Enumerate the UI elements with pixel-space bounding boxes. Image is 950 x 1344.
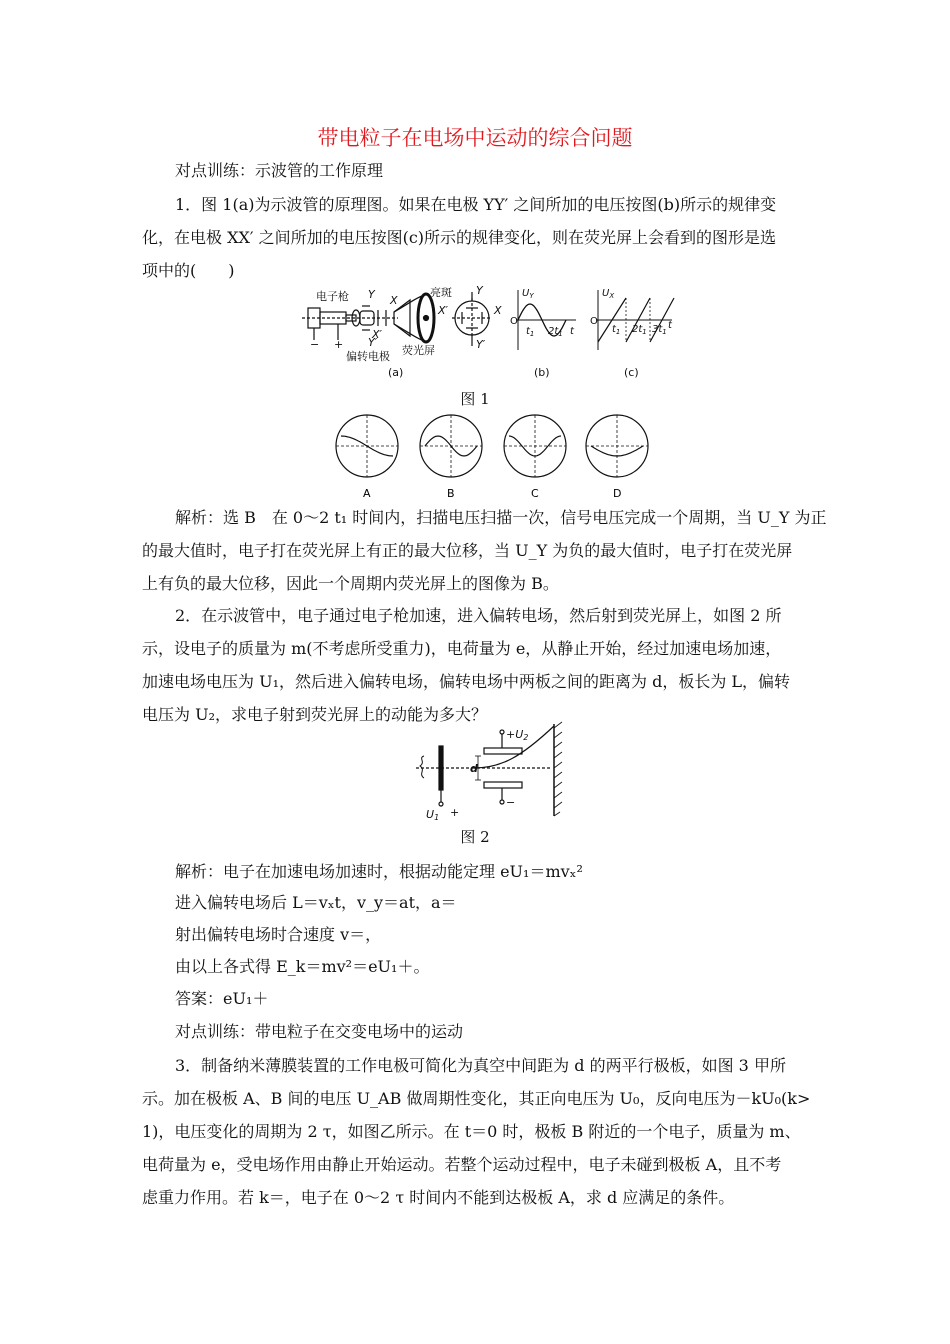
a1-line-3: 上有负的最大位移，因此一个周期内荧光屏上的图像为 B。	[142, 574, 559, 593]
a2-line-4: 由以上各式得 E_k＝mv²＝eU₁＋。	[175, 957, 430, 976]
label-X-prime: X′	[372, 328, 383, 341]
svg-text:3t1: $3t_1$	[652, 324, 667, 336]
figure-2-caption: 图 2	[460, 828, 490, 846]
option-label-a: A	[363, 487, 371, 500]
graph-b-sine	[510, 288, 576, 379]
q3-line-1: 3．制备纳米薄膜装置的工作电极可简化为真空中间距为 d 的两平行极板，如图 3 甲所	[175, 1056, 786, 1075]
screen-label-X-prime: X′	[438, 304, 449, 317]
label-Y-prime: Y′	[368, 336, 378, 349]
svg-text:U1: U1	[426, 808, 440, 820]
caption-a: (a)	[388, 366, 404, 379]
figure-1-diagram	[298, 282, 682, 380]
origin-c: O	[590, 316, 598, 327]
svg-text:2t1: $2t_1$	[632, 324, 647, 336]
label-X: X	[390, 294, 398, 307]
graph-c-sawtooth	[590, 288, 674, 379]
q3-line-3: 1)，电压变化的周期为 2 τ，如图乙所示。在 t＝0 时，极板 B 附近的一个电子，质量为 m、	[142, 1122, 801, 1141]
screen-label-Y-prime: Y′	[476, 338, 486, 351]
option-a-screen	[336, 415, 398, 500]
axis-t-b: t	[570, 326, 574, 337]
figure-1-caption: 图 1	[460, 390, 490, 408]
svg-text:t1: $t_1$	[526, 326, 535, 338]
label-minus-2: −	[506, 796, 516, 809]
q3-line-2: 示。加在极板 A、B 间的电压 U_AB 做周期性变化，其正向电压为 U₀，反向电压为－kU₀(k>	[142, 1089, 811, 1108]
q2-line-2: 示，设电子的质量为 m(不考虑所受重力)，电荷量为 e，从静止开始，经过加速电场加速，	[142, 639, 782, 658]
label-deflection-plates: 偏转电极	[346, 350, 390, 363]
label-minus: −	[310, 338, 320, 351]
q3-line-4: 电荷量为 e，受电场作用由静止开始运动。若整个运动过程中，电子未碰到极板 A，且不考	[142, 1155, 782, 1174]
svg-text:UY: $U_Y$	[522, 288, 534, 300]
caption-b: (b)	[534, 366, 550, 379]
svg-text:+U2: +U2	[506, 728, 529, 742]
q2-line-4: 电压为 U₂，求电子射到荧光屏上的动能为多大？	[142, 705, 487, 724]
svg-text:t1: $t_1$	[612, 324, 621, 336]
label-electron-gun: 电子枪	[316, 290, 349, 303]
label-plus: +	[334, 338, 344, 351]
a2-line-2: 进入偏转电场后 L＝vₓt，v_y＝at，a＝	[175, 893, 457, 912]
caption-c: (c)	[624, 366, 639, 379]
section-heading-1: 对点训练：示波管的工作原理	[175, 161, 384, 180]
option-c-screen	[504, 415, 566, 500]
screen-label-Y: Y	[476, 284, 483, 297]
option-label-b: B	[447, 487, 455, 500]
a1-line-1: 解析：选 B 在 0～2 t₁ 时间内，扫描电压扫描一次，信号电压完成一个周期，当 U_Y 为正	[175, 508, 827, 527]
label-d: d	[470, 762, 478, 775]
q2-line-1: 2．在示波管中，电子通过电子枪加速，进入偏转电场，然后射到荧光屏上，如图 2 所	[175, 606, 782, 625]
option-b-screen	[420, 415, 482, 500]
screen-label-X: X	[494, 304, 502, 317]
axis-t-c: t	[668, 320, 672, 331]
figure-1-options	[334, 413, 652, 501]
a1-line-2: 的最大值时，电子打在荧光屏上有正的最大位移，当 U_Y 为负的最大值时，电子打在荧光屏	[142, 541, 793, 560]
q1-line-3: 项中的( )	[142, 261, 235, 280]
q1-line-1: 1．图 1(a)为示波管的原理图。如果在电极 YY′ 之间所加的电压按图(b)所示的规律变	[175, 195, 777, 214]
page-title: 带电粒子在电场中运动的综合问题	[317, 126, 633, 150]
label-bright-spot: 亮斑	[430, 286, 452, 299]
q2-line-3: 加速电场电压为 U₁，然后进入偏转电场，偏转电场中两板之间的距离为 d，板长为 L，偏转	[142, 672, 791, 691]
option-label-c: C	[531, 487, 539, 500]
q1-line-2: 化，在电极 XX′ 之间所加的电压按图(c)所示的规律变化，则在荧光屏上会看到的图形是选	[142, 228, 777, 247]
a2-answer: 答案：eU₁＋	[175, 989, 269, 1008]
a2-line-1: 解析：电子在加速电场加速时，根据动能定理 eU₁＝mvₓ²	[175, 862, 583, 881]
svg-text:2t1: $2t_1$	[548, 326, 563, 338]
svg-text:UX: $U_X$	[602, 288, 615, 300]
origin-b: O	[510, 316, 518, 327]
option-label-d: D	[613, 487, 622, 500]
label-Y: Y	[368, 288, 375, 301]
q3-line-5: 虑重力作用。若 k＝，电子在 0～2 τ 时间内不能到达极板 A，求 d 应满足的条件。	[142, 1188, 735, 1207]
option-d-screen	[586, 415, 648, 500]
section-heading-2: 对点训练：带电粒子在交变电场中的运动	[175, 1022, 464, 1041]
label-plus-2: +	[450, 806, 460, 819]
figure-2-diagram	[412, 720, 582, 820]
a2-line-3: 射出偏转电场时合速度 v＝，	[175, 925, 382, 944]
label-screen: 荧光屏	[402, 344, 435, 357]
